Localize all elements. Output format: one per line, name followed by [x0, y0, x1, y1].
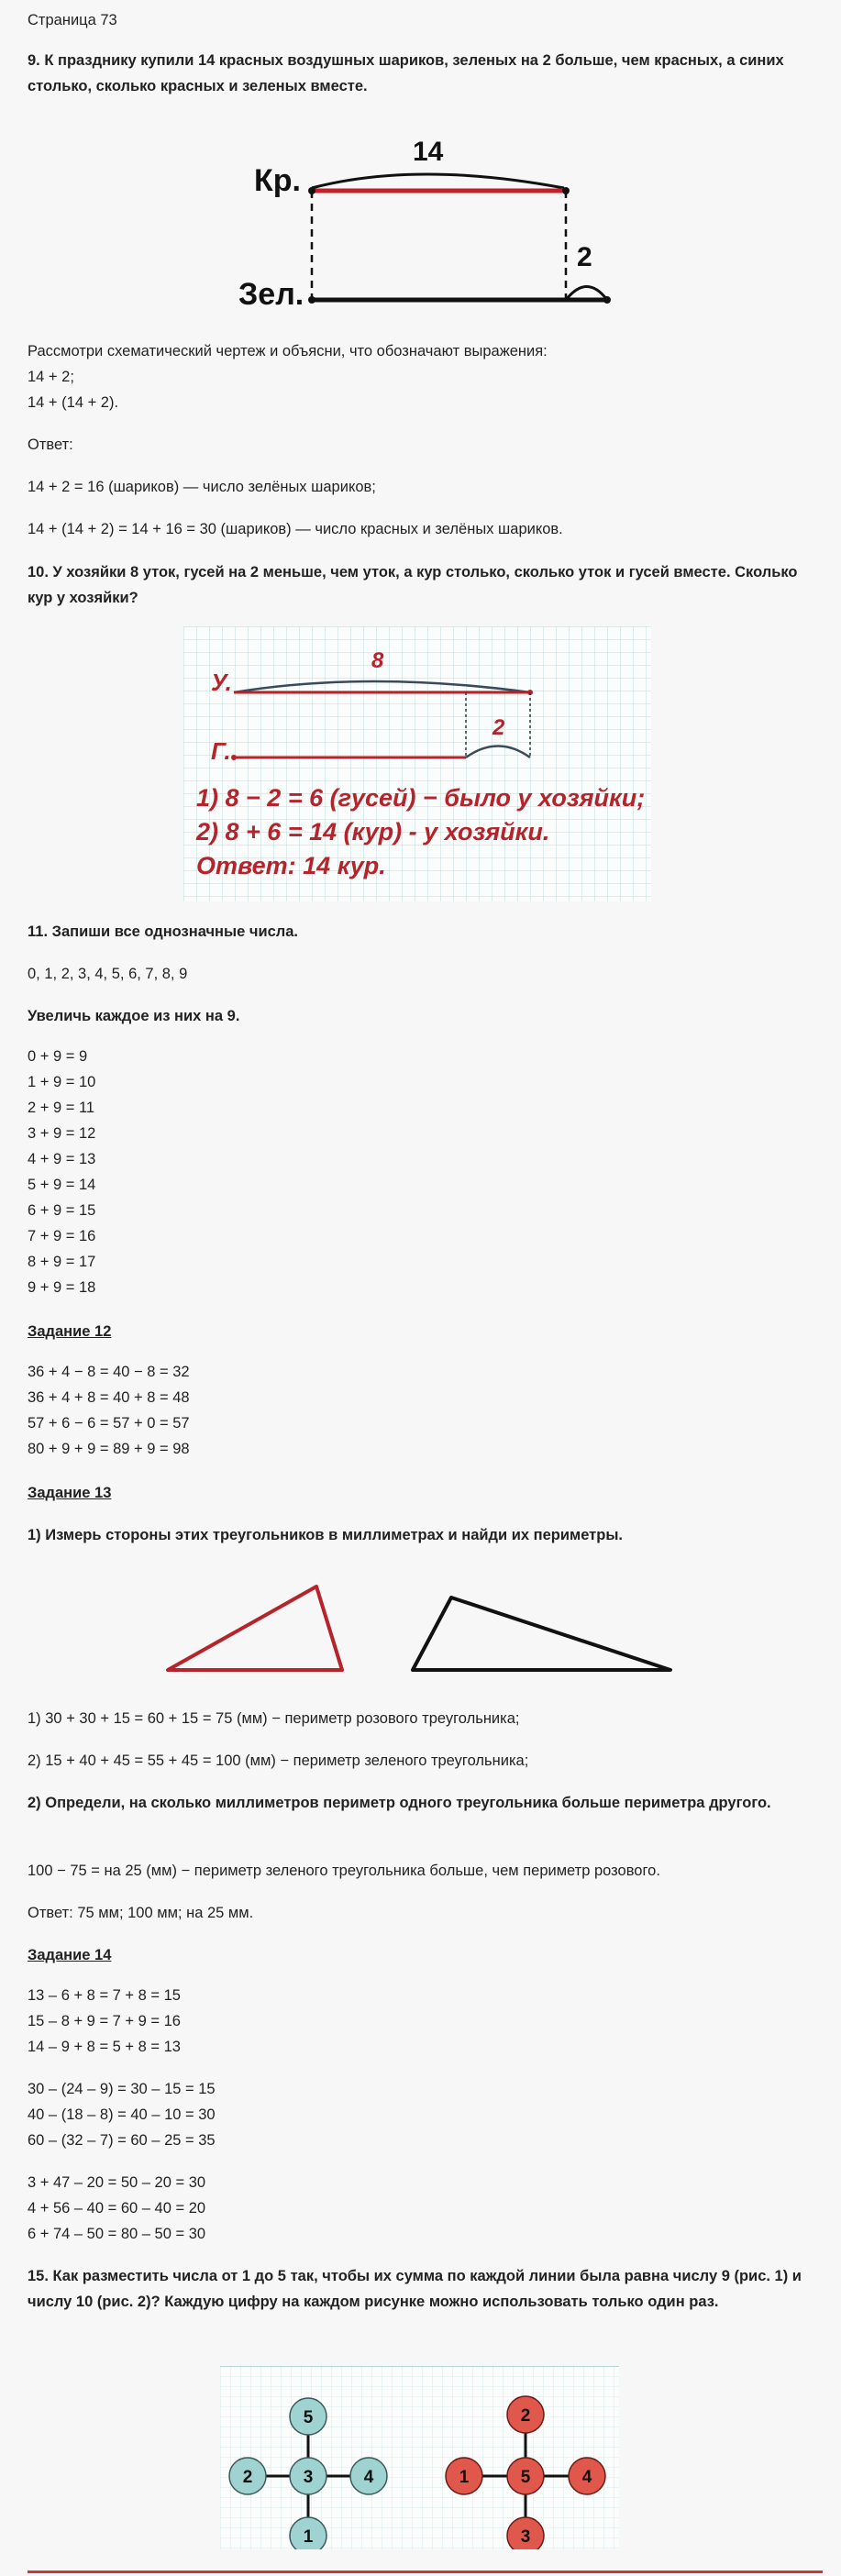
page-label: Страница 73: [28, 12, 117, 28]
sol-line1: 1) 8 − 2 = 6 (гусей) − было у хозяйки;: [196, 784, 646, 812]
list-item: 0 + 9 = 9: [28, 1048, 88, 1065]
task9-expr2: 14 + (14 + 2).: [28, 394, 119, 411]
svg-text:2: 2: [520, 2406, 531, 2426]
task9-title: 9. К празднику купили 14 красных воздушных шариков, зеленых на 2 больше, чем красных, а синих столько, сколько красных и зеленых вместе.: [28, 52, 784, 94]
list-item: 8 + 9 = 17: [28, 1254, 96, 1270]
num-8: 8: [371, 648, 384, 673]
node: [507, 2396, 544, 2433]
list-item: 5 + 9 = 14: [28, 1177, 96, 1193]
node: [229, 2458, 266, 2494]
svg-text:2: 2: [242, 2468, 253, 2487]
task9-ans2: 14 + (14 + 2) = 14 + 16 = 30 (шариков) — число красных и зелёных шариков.: [28, 521, 563, 537]
task12-list: [28, 1359, 190, 1462]
task13-a1: 1) 30 + 30 + 15 = 60 + 15 = 75 (мм) − периметр розового треугольника;: [28, 1710, 520, 1727]
node: [446, 2458, 482, 2494]
svg-text:4: 4: [363, 2468, 374, 2487]
g-label: Г.: [211, 737, 231, 765]
task14-title: Задание 14: [28, 1947, 112, 1963]
list-item: 60 – (32 – 7) = 60 – 25 = 35: [28, 2132, 216, 2149]
svg-text:1: 1: [303, 2527, 314, 2547]
list-item: 6 + 74 – 50 = 80 – 50 = 30: [28, 2226, 206, 2242]
task9-expr1: 14 + 2;: [28, 369, 74, 385]
list-item: 1 + 9 = 10: [28, 1074, 96, 1090]
green-triangle: [413, 1598, 670, 1670]
list-item: 9 + 9 = 18: [28, 1279, 96, 1296]
task9-ans1: 14 + 2 = 16 (шариков) — число зелёных шариков;: [28, 479, 376, 495]
task13-q1: 1) Измерь стороны этих треугольников в миллиметрах и найди их периметры.: [28, 1527, 624, 1543]
pink-triangle: [168, 1587, 342, 1670]
list-item: 4 + 9 = 13: [28, 1151, 96, 1167]
task13-a4: Ответ: 75 мм; 100 мм; на 25 мм.: [28, 1905, 254, 1921]
list-item: 3 + 47 – 20 = 50 – 20 = 30: [28, 2174, 206, 2191]
task13-a2: 2) 15 + 40 + 45 = 55 + 45 = 100 (мм) − периметр зеленого треугольника;: [28, 1752, 529, 1769]
triangles-figure: [156, 1573, 679, 1683]
svg-text:4: 4: [581, 2468, 592, 2487]
task13-title: Задание 13: [28, 1485, 112, 1501]
node: [290, 2458, 326, 2494]
sol-line2: 2) 8 + 6 = 14 (кур) - у хозяйки.: [196, 818, 550, 846]
svg-text:5: 5: [303, 2408, 314, 2427]
task10-title: 10. У хозяйки 8 уток, гусей на 2 меньше, чем уток, а кур столько, сколько уток и гусей вместе. Сколько кур у хозяйки?: [28, 564, 798, 606]
svg-text:3: 3: [520, 2527, 531, 2547]
list-item: 14 – 9 + 8 = 5 + 8 = 13: [28, 2039, 181, 2055]
task15-title: 15. Как разместить числа от 1 до 5 так, чтобы их сумма по каждой линии была равна числу 9 (рис. 1) и числу 10 (рис. 2)? Каждую цифру на каждом рисунке можно использовать только один раз.: [28, 2268, 802, 2310]
task14-group3: [28, 2170, 205, 2247]
list-item: 36 + 4 + 8 = 40 + 8 = 48: [28, 1389, 190, 1406]
u-label: У.: [211, 669, 232, 696]
num-2b: 2: [492, 715, 505, 740]
brace-14: [312, 174, 564, 188]
sol-line3: Ответ: 14 кур.: [196, 852, 386, 879]
list-item: 13 – 6 + 8 = 7 + 8 = 15: [28, 1987, 181, 2004]
bottom-rule: [28, 2570, 823, 2573]
task15-figure: [220, 2366, 619, 2549]
task9-prompt: Рассмотри схематический чертеж и объясни, что обозначают выражения:: [28, 343, 548, 359]
svg-text:1: 1: [459, 2468, 470, 2487]
svg-text:3: 3: [303, 2468, 314, 2487]
list-item: 30 – (24 – 9) = 30 – 15 = 15: [28, 2081, 216, 2097]
task14-group2: [28, 2076, 216, 2153]
task9-figure: [234, 128, 619, 312]
task10-figure: [183, 626, 651, 901]
task14-group1: [28, 1983, 181, 2060]
task11-list: [28, 1044, 95, 1300]
node: [507, 2458, 544, 2494]
list-item: 15 – 8 + 9 = 7 + 9 = 16: [28, 2013, 181, 2029]
node: [569, 2458, 605, 2494]
list-item: 3 + 9 = 12: [28, 1125, 96, 1142]
task9-answer-label: Ответ:: [28, 437, 73, 453]
list-item: 2 + 9 = 11: [28, 1100, 95, 1116]
svg-text:5: 5: [520, 2468, 531, 2487]
task11-digits: 0, 1, 2, 3, 4, 5, 6, 7, 8, 9: [28, 966, 188, 982]
task11-title: 11. Запиши все однозначные числа.: [28, 923, 299, 940]
num-2: 2: [577, 242, 592, 272]
node: [350, 2458, 387, 2494]
list-item: 36 + 4 − 8 = 40 − 8 = 32: [28, 1364, 190, 1380]
node: [290, 2398, 326, 2435]
list-item: 7 + 9 = 16: [28, 1228, 96, 1244]
task11-sub: Увеличь каждое из них на 9.: [28, 1008, 240, 1024]
list-item: 4 + 56 – 40 = 60 – 40 = 20: [28, 2200, 206, 2217]
list-item: 57 + 6 − 6 = 57 + 0 = 57: [28, 1415, 190, 1432]
node: [507, 2517, 544, 2549]
list-item: 80 + 9 + 9 = 89 + 9 = 98: [28, 1441, 190, 1457]
num-14: 14: [413, 137, 444, 167]
node: [290, 2517, 326, 2549]
task13-a3: 100 − 75 = на 25 (мм) − периметр зеленого треугольника больше, чем периметр розового.: [28, 1863, 660, 1879]
list-item: 40 – (18 – 8) = 40 – 10 = 30: [28, 2106, 216, 2123]
zel-label: Зел.: [238, 277, 304, 312]
task13-q2: 2) Определи, на сколько миллиметров периметр одного треугольника больше периметра другого.: [28, 1795, 771, 1811]
list-item: 6 + 9 = 15: [28, 1202, 96, 1219]
kr-label: Кр.: [254, 163, 301, 198]
task12-title: Задание 12: [28, 1323, 112, 1340]
